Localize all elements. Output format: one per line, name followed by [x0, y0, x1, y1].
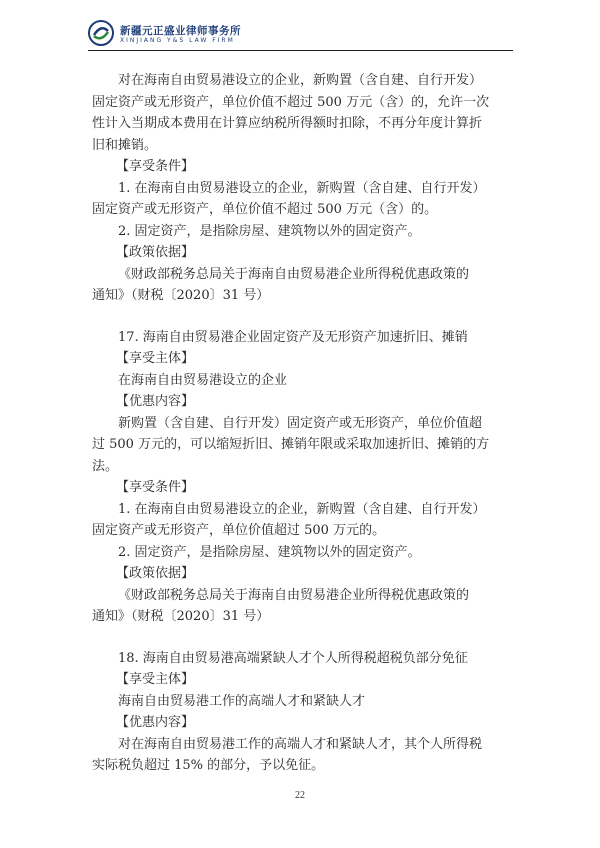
- section-heading: 【享受条件】: [116, 159, 195, 174]
- section-heading: 【优惠内容】: [116, 394, 195, 409]
- text-line: 性计入当期成本费用在计算应纳税所得额时扣除，不再分年度计算折: [92, 116, 483, 131]
- firm-logo-icon: [88, 20, 114, 46]
- text-line: 在海南自由贸易港设立的企业: [118, 372, 288, 388]
- text-line: 2. 固定资产，是指除房屋、建筑物以外的固定资产。: [118, 544, 421, 560]
- text-line: 固定资产或无形资产，单位价值不超过 500 万元（含）的。: [92, 202, 438, 217]
- text-line: 1. 在海南自由贸易港设立的企业，新购置（含自建、自行开发）: [118, 501, 486, 517]
- text-line: 17. 海南自由贸易港企业固定资产及无形资产加速折旧、摊销: [118, 329, 468, 345]
- section-gap: [92, 628, 514, 648]
- header-rule: [88, 50, 513, 51]
- firm-name-en: XINJIANG Y&S LAW FIRM: [120, 37, 235, 44]
- text-line: 法。: [92, 458, 119, 474]
- text-line: 2. 固定资产，是指除房屋、建筑物以外的固定资产。: [118, 223, 421, 239]
- document-body: [92, 70, 514, 777]
- section-heading: 【享受主体】: [116, 351, 195, 366]
- text-line: 对在海南自由贸易港工作的高端人才和紧缺人才，其个人所得税: [118, 736, 483, 752]
- letterhead: [88, 20, 508, 54]
- text-line: 1. 在海南自由贸易港设立的企业，新购置（含自建、自行开发）: [118, 180, 486, 196]
- text-line: 固定资产或无形资产，单位价值不超过 500 万元（含）的，允许一次: [92, 94, 490, 110]
- text-line: 18. 海南自由贸易港高端紧缺人才个人所得税超税负部分免征: [118, 650, 468, 666]
- section-heading: 【享受条件】: [116, 480, 195, 495]
- text-line: 《财政部税务总局关于海南自由贸易港企业所得税优惠政策的: [118, 587, 470, 603]
- text-line: 过 500 万元的，可以缩短折旧、摊销年限或采取加速折旧、摊销的方: [92, 437, 490, 452]
- section-heading: 【优惠内容】: [116, 715, 195, 730]
- text-line: 对在海南自由贸易港设立的企业，新购置（含自建、自行开发）: [118, 73, 483, 88]
- text-line: 《财政部税务总局关于海南自由贸易港企业所得税优惠政策的: [118, 266, 470, 282]
- text-line: 通知》（财税〔2020〕31 号）: [92, 288, 270, 303]
- text-line: 通知》（财税〔2020〕31 号）: [92, 609, 270, 624]
- text-line: 实际税负超过 15% 的部分，予以免征。: [92, 758, 325, 773]
- section-gap: [92, 307, 514, 327]
- text-line: 海南自由贸易港工作的高端人才和紧缺人才: [118, 693, 366, 709]
- section-heading: 【政策依据】: [116, 245, 195, 260]
- text-line: 新购置（含自建、自行开发）固定资产或无形资产，单位价值超: [118, 415, 483, 431]
- section-heading: 【享受主体】: [116, 672, 195, 687]
- section-heading: 【政策依据】: [116, 566, 195, 581]
- firm-name-cn: 新疆元正盛业律师事务所: [120, 25, 241, 37]
- text-line: 固定资产或无形资产，单位价值超过 500 万元的。: [92, 523, 386, 538]
- page-number: 22: [295, 790, 305, 801]
- text-line: 旧和摊销。: [92, 137, 158, 153]
